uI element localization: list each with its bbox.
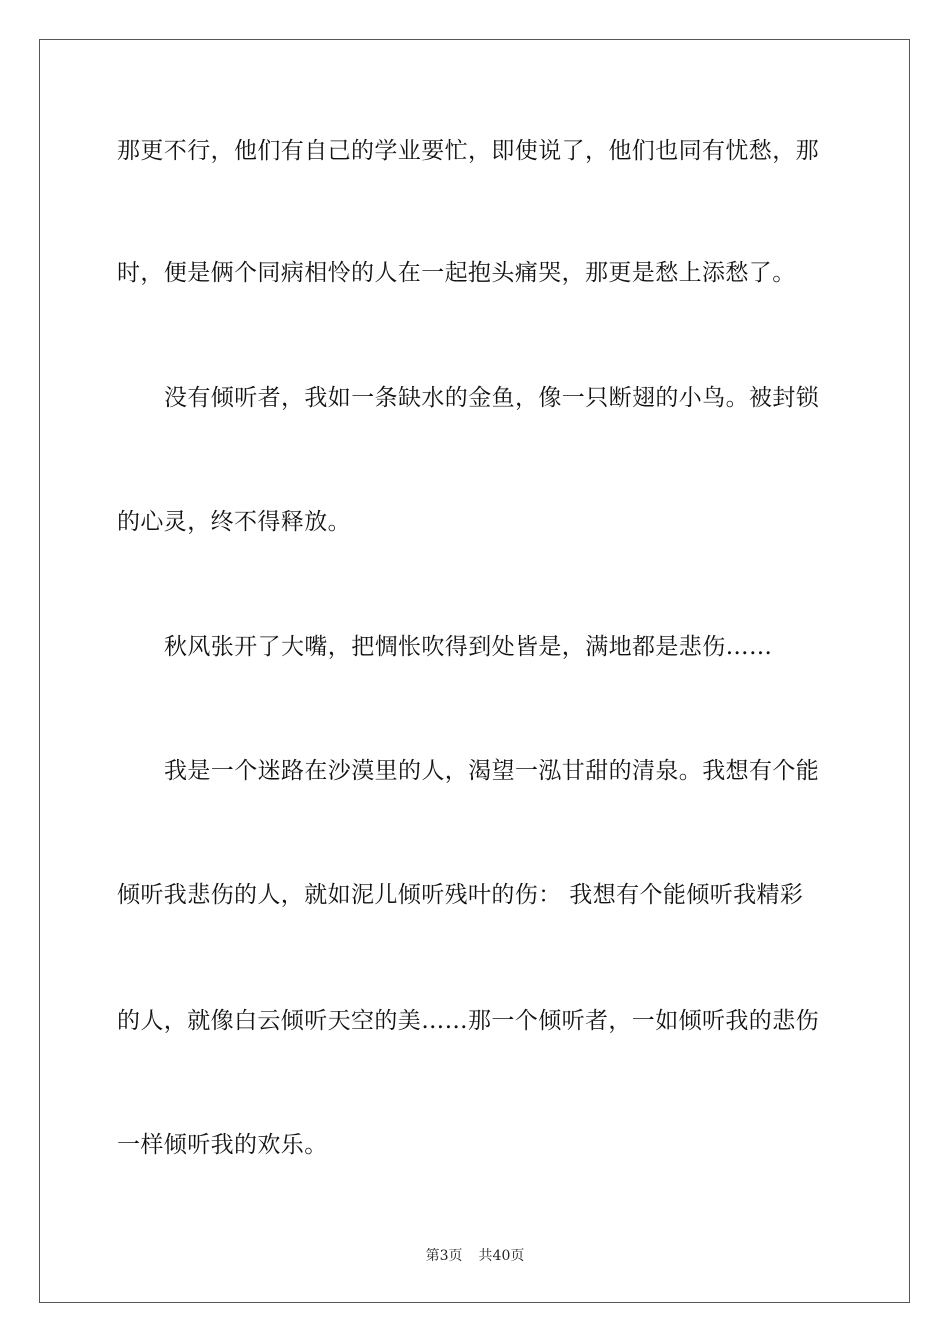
- page-footer: [0, 1247, 950, 1265]
- text-line-1: 那更不行，他们有自己的学业要忙，即使说了，他们也同有忧愁，那: [117, 138, 819, 164]
- text-line-2: 时，便是俩个同病相怜的人在一起抱头痛哭，那更是愁上添愁了。: [117, 260, 796, 286]
- text-line-4: 的心灵，终不得释放。: [117, 509, 351, 535]
- page-border: [39, 39, 910, 1303]
- text-line-7: 倾听我悲伤的人，就如泥儿倾听残叶的伤： 我想有个能倾听我精彩: [117, 882, 804, 908]
- text-line-5: 秋风张开了大嘴，把惆怅吹得到处皆是，满地都是悲伤……: [164, 634, 773, 660]
- page-number: 第3页: [425, 1248, 463, 1264]
- text-line-3: 没有倾听者，我如一条缺水的金鱼，像一只断翅的小鸟。被封锁: [164, 385, 820, 411]
- total-pages: 共40页: [478, 1248, 525, 1264]
- text-line-8: 的人，就像白云倾听天空的美……那一个倾听者，一如倾听我的悲伤: [117, 1008, 819, 1034]
- text-line-6: 我是一个迷路在沙漠里的人，渴望一泓甘甜的清泉。我想有个能: [164, 758, 820, 784]
- text-line-9: 一样倾听我的欢乐。: [117, 1132, 328, 1158]
